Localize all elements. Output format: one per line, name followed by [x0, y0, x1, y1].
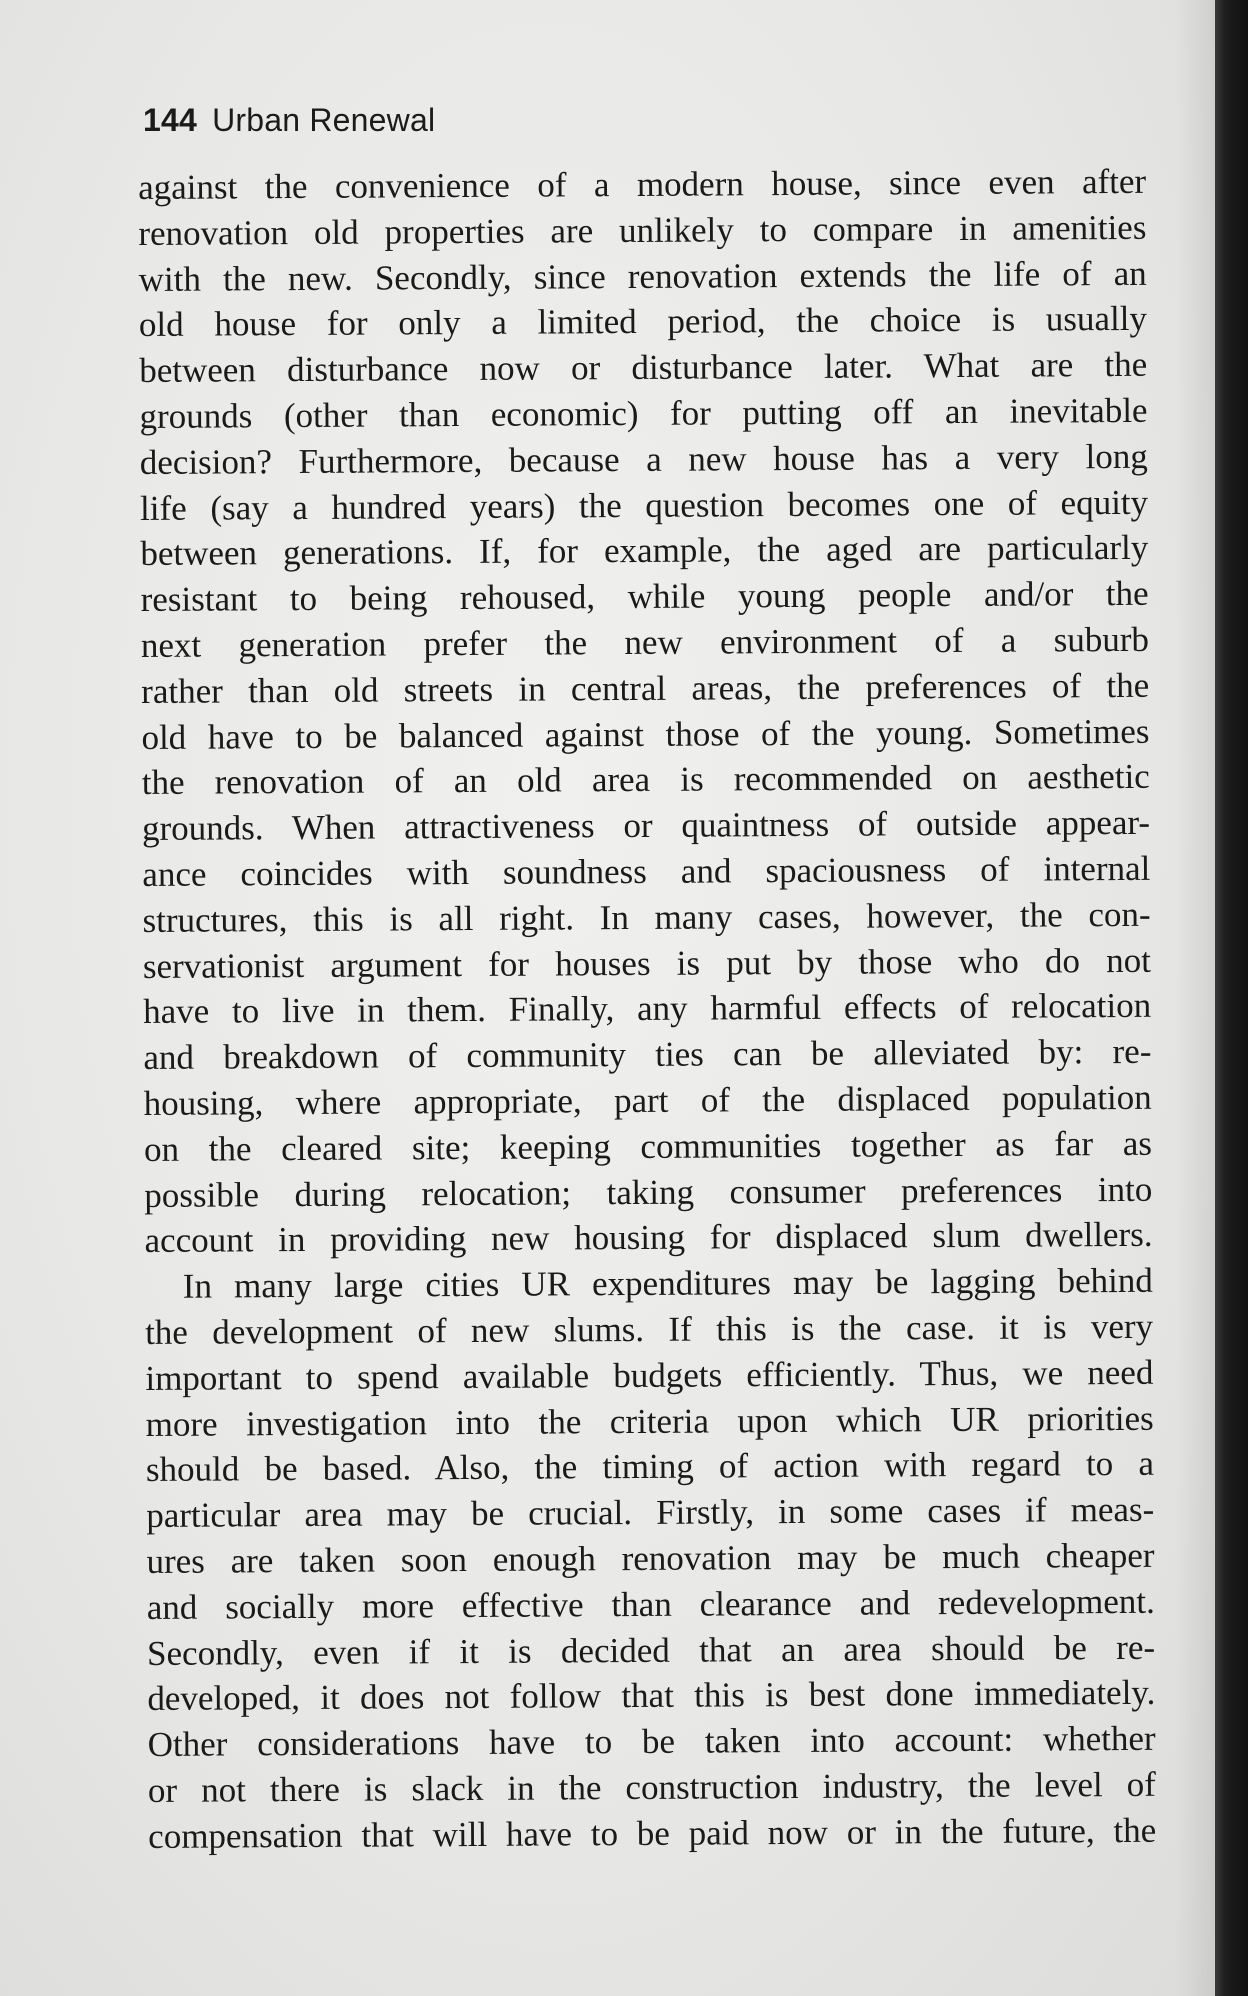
text-line: the development of new slums. If this is the case. it is very: [145, 1306, 1154, 1352]
text-line: next generation prefer the new environment of a suburb: [140, 619, 1150, 665]
text-line: account in providing new housing for displaced slum dwellers.: [144, 1215, 1153, 1261]
text-line: ures are taken soon enough renovation may be much cheaper: [146, 1535, 1155, 1581]
text-line: particular area may be crucial. Firstly, in some cases if meas-: [146, 1489, 1155, 1536]
text-line: with the new. Secondly, since renovation extends the life of an: [138, 253, 1147, 299]
text-line: grounds (other than economic) for putting off an inevitable: [139, 390, 1148, 436]
text-line: should be based. Also, the timing of action with regard to a: [145, 1444, 1155, 1490]
text-line: Secondly, even if it is decided that an area should be re-: [146, 1627, 1156, 1673]
text-line: have to live in them. Finally, any harmful effects of relocation: [143, 986, 1152, 1032]
text-line: old house for only a limited period, the choice is usually: [138, 299, 1148, 345]
text-line: servationist argument for houses is put by those who do not: [142, 940, 1151, 986]
text-line: structures, this is all right. In many cases, however, the con-: [142, 894, 1151, 940]
text-line: rather than old streets in central areas, the preferences of the: [141, 665, 1150, 711]
running-header: [143, 102, 435, 139]
page-number: 144: [143, 102, 197, 138]
book-spine-shadow: [1215, 0, 1248, 1996]
text-line: compensation that will have to be paid now or in the future, the: [148, 1810, 1157, 1856]
text-line: resistant to being rehoused, while young people and/or the: [140, 574, 1149, 620]
text-line: possible during relocation; taking consumer preferences into: [144, 1169, 1153, 1215]
text-line: life (say a hundred years) the question becomes one of equity: [139, 482, 1149, 528]
text-line: Other considerations have to be taken into account: whether: [147, 1718, 1156, 1765]
text-line: between disturbance now or disturbance later. What are the: [139, 345, 1148, 391]
text-line: ance coincides with soundness and spaciousness of internal: [142, 848, 1151, 894]
text-line: the renovation of an old area is recommended on aesthetic: [141, 757, 1150, 803]
text-line: and breakdown of community ties can be alleviated by: re-: [143, 1031, 1152, 1078]
text-line: housing, where appropriate, part of the displaced population: [143, 1077, 1152, 1123]
text-line: against the convenience of a modern house, since even after: [138, 161, 1147, 207]
text-line: and socially more effective than clearance and redevelopment.: [146, 1581, 1155, 1627]
text-line: decision? Furthermore, because a new house has a very long: [139, 436, 1148, 482]
text-line: renovation old properties are unlikely to compare in amenities: [138, 207, 1147, 253]
text-line: more investigation into the criteria upon which UR priorities: [145, 1398, 1154, 1444]
text-line: developed, it does not follow that this is best done immediately.: [147, 1673, 1156, 1719]
text-line: or not there is slack in the construction industry, the level of: [147, 1764, 1157, 1810]
text-line: old have to be balanced against those of the young. Sometimes: [141, 711, 1150, 757]
text-line: on the cleared site; keeping communities together as far as: [143, 1123, 1153, 1169]
paragraph-first-line: In many large cities UR expenditures may be lagging behind: [182, 1260, 1153, 1306]
body-text: [138, 159, 1156, 1860]
text-line: between generations. If, for example, the aged are particularly: [140, 528, 1149, 574]
text-line: grounds. When attractiveness or quaintness of outside appear-: [141, 802, 1151, 849]
running-title: Urban Renewal: [212, 102, 436, 138]
text-line: important to spend available budgets efficiently. Thus, we need: [145, 1352, 1154, 1398]
